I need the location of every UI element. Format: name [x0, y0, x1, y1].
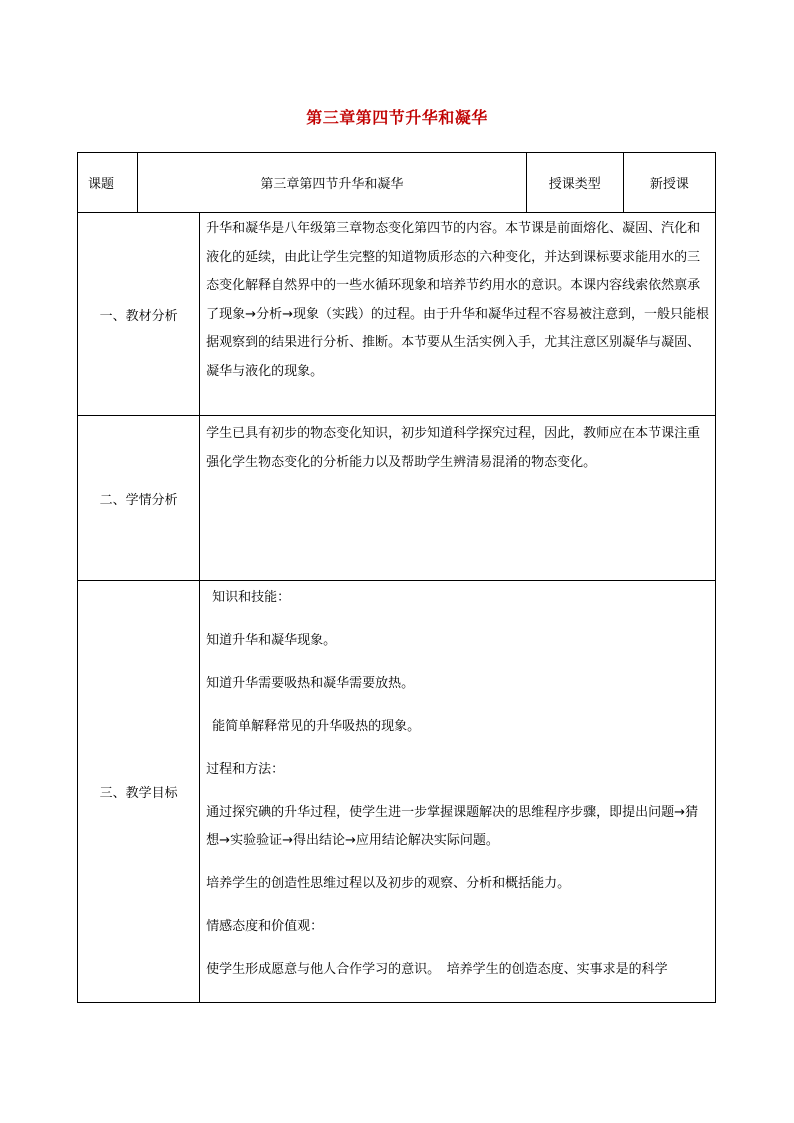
lesson-type-value: 新授课	[623, 153, 715, 213]
goal-heading-attitude: 情感态度和价值观：	[206, 919, 324, 934]
section-label-textbook-analysis: 一、教材分析	[78, 213, 200, 416]
header-row	[78, 153, 716, 213]
topic-title: 第三章第四节升华和凝华	[138, 153, 527, 213]
section-content-student-analysis: 学生已具有初步的物态变化知识，初步知道科学探究过程，因此，教师应在本节课注重强化学生物态变化的分析能力以及帮助学生辨清易混淆的物态变化。	[200, 416, 716, 581]
section-label-student-analysis: 二、学情分析	[78, 416, 200, 581]
section-row-teaching-goals	[78, 581, 716, 1003]
section-content-teaching-goals	[200, 581, 716, 1003]
goal-item: 通过探究碘的升华过程，使学生进一步掌握课题解决的思维程序步骤，即提出问题→猜想→实验验证→得出结论→应用结论解决实际问题。	[206, 805, 699, 848]
goal-item: 知道升华需要吸热和凝华需要放热。	[206, 676, 415, 691]
goal-item: 使学生形成愿意与他人合作学习的意识。 培养学生的创造态度、实事求是的科学	[206, 962, 668, 977]
goal-item: 培养学生的创造性思维过程以及初步的观察、分析和概括能力。	[206, 876, 571, 891]
section-content-textbook-analysis: 升华和凝华是八年级第三章物态变化第四节的内容。本节课是前面熔化、凝固、汽化和液化的延续，由此让学生完整的知道物质形态的六种变化，并达到课标要求能用水的三态变化解释自然界中的一些水循环现象和培养节约用水的意识。本课内容线索依然禀承了现象→分析→现象（实践）的过程。由于升华和凝华过程不容易被注意到，一般只能根据观察到的结果进行分析、推断。本节要从生活实例入手，尤其注意区别凝华与凝固、凝华与液化的现象。	[200, 213, 716, 416]
section-label-teaching-goals: 三、教学目标	[78, 581, 200, 1003]
lesson-type-label: 授课类型	[526, 153, 623, 213]
goal-heading-process: 过程和方法：	[206, 762, 285, 777]
goal-heading-knowledge: 知识和技能：	[212, 590, 291, 605]
topic-label: 课题	[78, 153, 138, 213]
lesson-plan-table	[77, 152, 716, 1003]
section-row-student-analysis	[78, 416, 716, 581]
goal-item: 能简单解释常见的升华吸热的现象。	[212, 719, 421, 734]
document-title: 第三章第四节升华和凝华	[306, 108, 488, 127]
goal-item: 知道升华和凝华现象。	[206, 633, 337, 648]
section-row-textbook-analysis	[78, 213, 716, 416]
